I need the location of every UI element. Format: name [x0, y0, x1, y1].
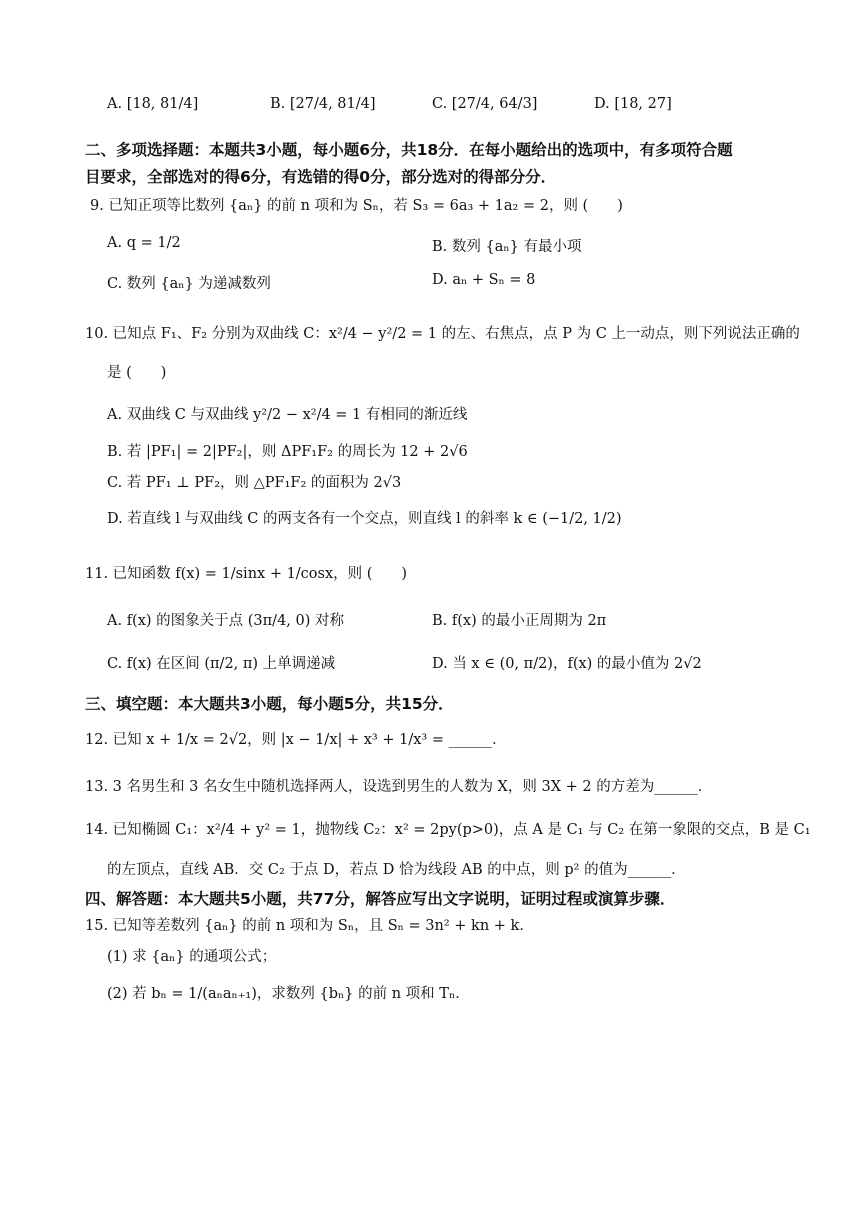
q13-stem: 13. 3 名男生和 3 名女生中随机选择两人，设选到男生的人数为 X，则 3X + 2 的方差为______． — [85, 779, 713, 795]
q9-option-a: A. q = 1/2 — [107, 235, 181, 251]
q10-stem-line1: 10. 已知点 F₁、F₂ 分别为双曲线 C：x²/4 − y²/2 = 1 的左、右焦点，点 P 为 C 上一动点，则下列说法正确的 — [85, 326, 800, 342]
q10-option-b: B. 若 |PF₁| = 2|PF₂|，则 ΔPF₁F₂ 的周长为 12 + 2√6 — [107, 444, 468, 460]
q11-stem: 11. 已知函数 f(x) = 1/sinx + 1/cosx，则 ( ) — [85, 566, 408, 582]
section-2-heading-line1: 二、多项选择题：本题共3小题，每小题6分，共18分．在每小题给出的选项中，有多项符合题 — [85, 141, 733, 159]
q10-option-c: C. 若 PF₁ ⊥ PF₂，则 △PF₁F₂ 的面积为 2√3 — [107, 475, 402, 491]
q10-option-d: D. 若直线 l 与双曲线 C 的两支各有一个交点，则直线 l 的斜率 k ∈ (−1/2, 1/2) — [107, 511, 622, 527]
q14-stem-line2: 的左顶点，直线 AB．交 C₂ 于点 D，若点 D 恰为线段 AB 的中点，则 p² 的值为______． — [107, 862, 686, 878]
q15-part-2: (2) 若 bₙ = 1/(aₙaₙ₊₁)，求数列 {bₙ} 的前 n 项和 Tₙ． — [107, 986, 470, 1002]
q15-part-1: (1) 求 {aₙ} 的通项公式； — [107, 949, 277, 965]
q14-stem-line1: 14. 已知椭圆 C₁：x²/4 + y² = 1，抛物线 C₂：x² = 2py(p>0)，点 A 是 C₁ 与 C₂ 在第一象限的交点，B 是 C₁ — [85, 822, 811, 838]
section-4-heading: 四、解答题：本大题共5小题，共77分，解答应写出文字说明，证明过程或演算步骤． — [85, 890, 676, 908]
q12-stem: 12. 已知 x + 1/x = 2√2，则 |x − 1/x| + x³ + 1/x³ = ______． — [85, 732, 507, 748]
section-3-heading: 三、填空题：本大题共3小题，每小题5分，共15分． — [85, 695, 454, 713]
q11-option-b: B. f(x) 的最小正周期为 2π — [432, 613, 607, 629]
q10-option-a: A. 双曲线 C 与双曲线 y²/2 − x²/4 = 1 有相同的渐近线 — [107, 407, 468, 423]
q9-stem: 9. 已知正项等比数列 {aₙ} 的前 n 项和为 Sₙ，若 S₃ = 6a₃ + 1a₂ = 2，则 ( ) — [90, 198, 623, 214]
q11-option-c: C. f(x) 在区间 (π/2, π) 上单调递减 — [107, 656, 336, 672]
q11-option-a: A. f(x) 的图象关于点 (3π/4, 0) 对称 — [107, 613, 344, 629]
q10-stem-line2: 是 ( ) — [107, 365, 167, 381]
q15-stem: 15. 已知等差数列 {aₙ} 的前 n 项和为 Sₙ，且 Sₙ = 3n² + kn + k． — [85, 918, 534, 934]
section-2-heading-line2: 目要求，全部选对的得6分，有选错的得0分，部分选对的得部分分． — [85, 168, 557, 186]
q11-option-d: D. 当 x ∈ (0, π/2)，f(x) 的最小值为 2√2 — [432, 656, 702, 672]
q8-option-d: D. [18, 27] — [594, 96, 672, 112]
q9-option-c: C. 数列 {aₙ} 为递减数列 — [107, 276, 271, 292]
q9-option-d: D. aₙ + Sₙ = 8 — [432, 272, 536, 288]
q8-option-a: A. [18, 81/4] — [107, 96, 199, 112]
q8-option-b: B. [27/4, 81/4] — [270, 96, 376, 112]
q8-option-c: C. [27/4, 64/3] — [432, 96, 538, 112]
q9-option-b: B. 数列 {aₙ} 有最小项 — [432, 239, 582, 255]
